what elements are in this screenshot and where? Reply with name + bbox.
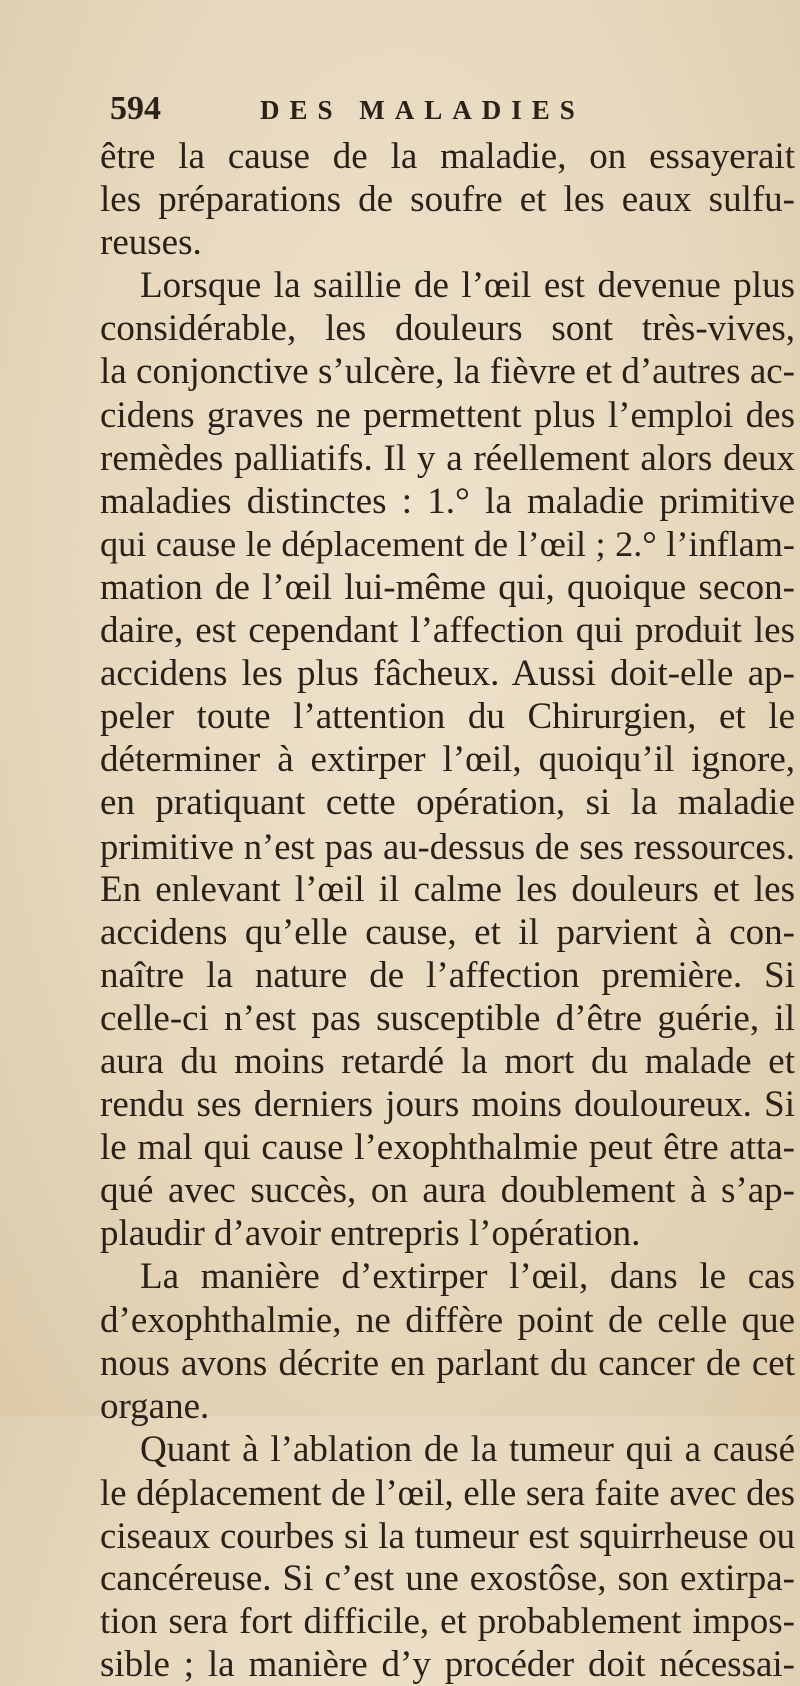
running-head (110, 90, 710, 138)
text-line: qui cause le déplacement de l’œil ; 2.° l’inflam- (100, 523, 795, 564)
text-line: tion sera fort difficile, et probablement impos- (100, 1601, 795, 1643)
text-line: La manière d’extirper l’œil, dans le cas (140, 1256, 795, 1298)
text-line: nous avons décrite en parlant du cancer de cet (100, 1342, 795, 1384)
text-line: Lorsque la saillie de l’œil est devenue plus (140, 265, 795, 307)
text-line: en pratiquant cette opération, si la maladie (100, 782, 795, 824)
text-line: primitive n’est pas au-dessus de ses ressources. (100, 825, 795, 867)
text-line: aura du moins retardé la mort du malade et (100, 1040, 795, 1082)
text-line: accidens qu’elle cause, et il parvient à con- (100, 911, 795, 953)
text-line: Quant à l’ablation de la tumeur qui a causé (140, 1428, 795, 1470)
text-line: peler toute l’attention du Chirurgien, et le (100, 696, 795, 738)
text-line: sible ; la manière d’y procéder doit nécessai- (100, 1644, 795, 1686)
text-line: daire, est cependant l’affection qui produit les (100, 610, 795, 652)
text-line: le déplacement de l’œil, elle sera faite avec des (100, 1471, 795, 1513)
text-line: maladies distinctes : 1.° la maladie primitive (100, 480, 795, 522)
text-line: le mal qui cause l’exophthalmie peut être atta- (100, 1127, 795, 1169)
text-line: rendu ses derniers jours moins douloureux. Si (100, 1084, 795, 1126)
text-line: cancéreuse. Si c’est une exostôse, son extirpa- (100, 1558, 795, 1600)
text-line: considérable, les douleurs sont très-vives, (100, 308, 795, 350)
text-line: mation de l’œil lui-même qui, quoique secon- (100, 566, 795, 608)
text-line: qué avec succès, on aura doublement à s’ap- (100, 1170, 795, 1212)
text-line: d’exophthalmie, ne diffère point de celle que (100, 1299, 795, 1341)
text-line: En enlevant l’œil il calme les douleurs et les (100, 868, 795, 910)
text-line: cidens graves ne permettent plus l’emploi des (100, 394, 795, 436)
text-line: reuses. (100, 222, 202, 264)
text-line: plaudir d’avoir entrepris l’opération. (100, 1213, 641, 1255)
text-line: accidens les plus fâcheux. Aussi doit-elle ap- (100, 653, 795, 695)
text-line: la conjonctive s’ulcère, la fièvre et d’autres ac- (100, 351, 795, 393)
text-line: déterminer à extirper l’œil, quoiqu’il ignore, (100, 739, 795, 781)
running-title: DES MALADIES (260, 95, 585, 125)
page-number: 594 (110, 90, 161, 127)
text-line: celle-ci n’est pas susceptible d’être guérie, il (100, 997, 795, 1039)
text-line: être la cause de la maladie, on essayerait (100, 136, 795, 177)
text-line: remèdes palliatifs. Il y a réellement alors deux (100, 437, 795, 479)
text-line: ciseaux courbes si la tumeur est squirrheuse ou (100, 1515, 795, 1556)
text-line: naître la nature de l’affection première. Si (100, 954, 795, 996)
body-text (100, 135, 795, 1686)
text-line: les préparations de soufre et les eaux sulfu- (100, 179, 795, 221)
text-line: organe. (100, 1385, 210, 1427)
